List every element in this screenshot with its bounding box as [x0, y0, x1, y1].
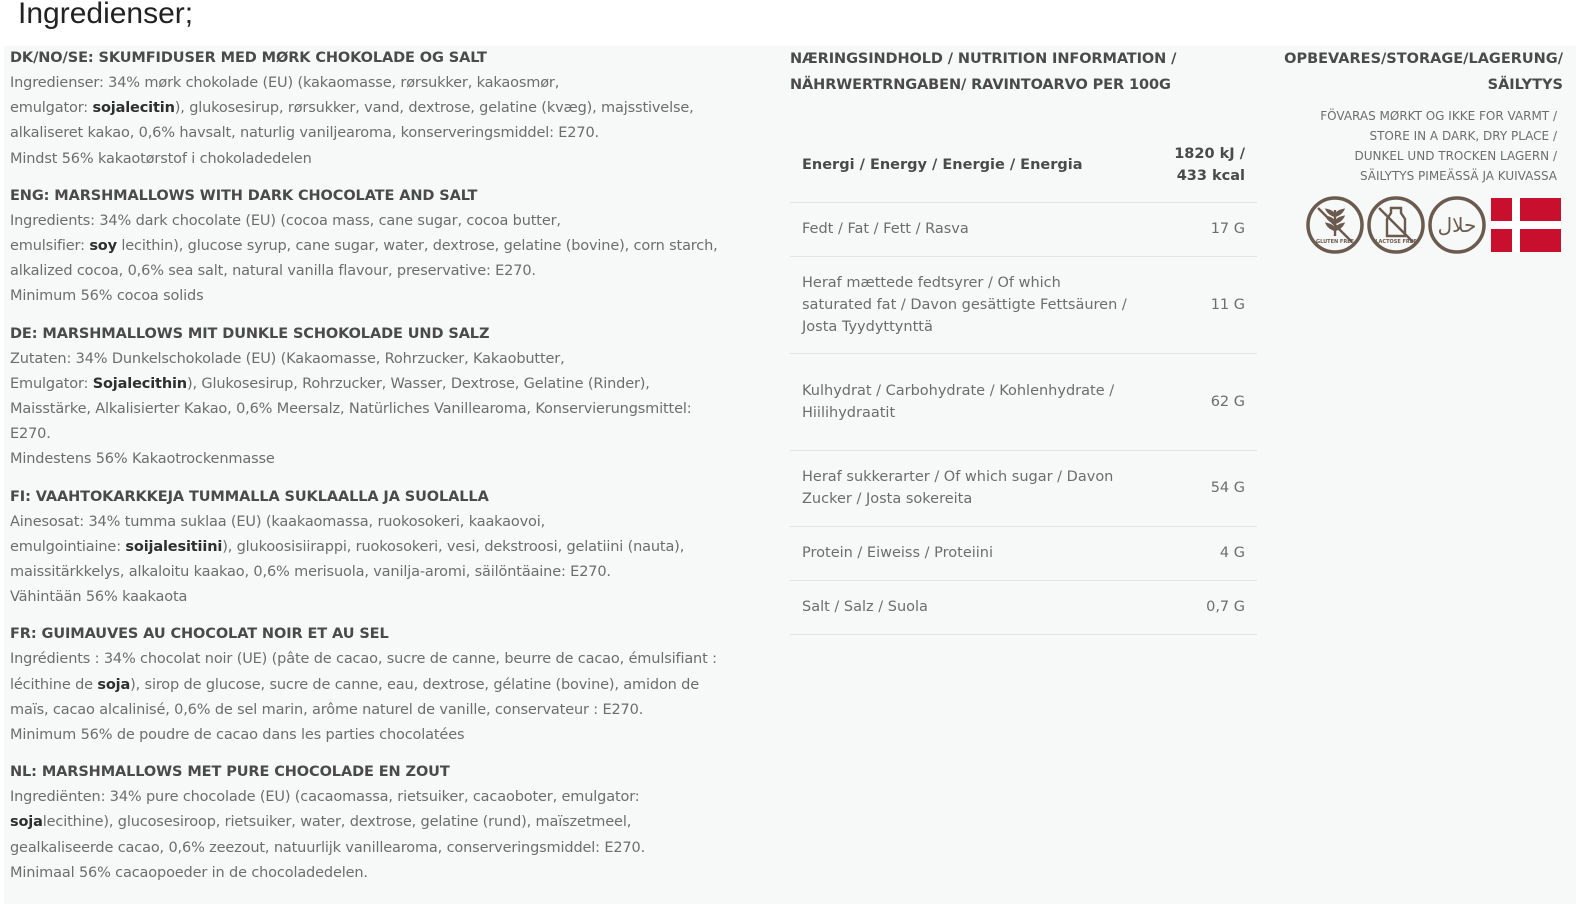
ingredient-line: emulsifier: soy lecithin), glucose syrup, cane sugar, water, dextrose, gelatine (bovine), corn starch, — [10, 238, 718, 255]
nutrition-value: 62 G — [1210, 393, 1245, 410]
nutrition-value: 17 G — [1210, 221, 1245, 237]
nutrition-row — [790, 450, 1257, 526]
ingredient-line: alkalized cocoa, 0,6% sea salt, natural vanilla flavour, preservative: E270. — [10, 263, 536, 280]
nutrition-row — [790, 256, 1257, 353]
ingredient-block — [10, 184, 772, 310]
nutrition-label: Protein / Eiweiss / Proteiini — [802, 545, 994, 561]
nutrition-value: 1820 kJ / 433 kcal — [1174, 145, 1245, 184]
nutrition-title: NÆRINGSINDHOLD / NUTRITION INFORMATION / NÄHRWERTRNGABEN/ RAVINTOARVO PER 100G — [790, 51, 1177, 93]
nutrition-value: 54 G — [1210, 480, 1245, 496]
nutrition-label: Fedt / Fat / Fett / Rasva — [802, 221, 969, 237]
nutrition-row — [790, 202, 1257, 256]
page-title: Ingredienser; — [18, 0, 194, 30]
ingredient-line: Vähintään 56% kaakaota — [10, 589, 188, 606]
ingredient-line: lécithine de soja), sirop de glucose, sucre de canne, eau, dextrose, gélatine (bovine), amidon de — [10, 676, 699, 693]
ingredient-line: E270. — [10, 426, 51, 443]
nutrition-label: Heraf sukkerarter / Of which sugar / Davon Zucker / Josta sokereita — [802, 469, 1114, 507]
ingredient-line: Minimum 56% de poudre de cacao dans les parties chocolatées — [10, 727, 465, 744]
ingredient-block-title: DE: MARSHMALLOWS MIT DUNKLE SCHOKOLADE UND SALZ — [10, 325, 490, 342]
ingredient-block-title: DK/NO/SE: SKUMFIDUSER MED MØRK CHOKOLADE OG SALT — [10, 50, 487, 66]
ingredient-block-title: FI: VAAHTOKARKKEJA TUMMALLA SUKLAALLA JA SUOLALLA — [10, 488, 489, 505]
ingredient-line: Ainesosat: 34% tumma suklaa (EU) (kaakaomassa, ruokosokeri, kaakaovoi, — [10, 513, 546, 530]
storage-title: OPBEVARES/STORAGE/LAGERUNG/ SÄILYTYS — [1284, 51, 1563, 93]
nutrition-row — [790, 353, 1257, 450]
nutrition-value: 0,7 G — [1206, 599, 1245, 615]
ingredient-line: Minimaal 56% cacaopoeder in de chocoladedelen. — [10, 864, 368, 881]
ingredient-block-body — [10, 647, 772, 748]
certification-icons — [1266, 196, 1563, 254]
nutrition-label: Energi / Energy / Energie / Energia — [802, 156, 1083, 173]
ingredient-line: Mindst 56% kakaotørstof i chokoladedelen — [10, 150, 312, 167]
allergen-text: soja — [97, 676, 131, 693]
ingredient-line: sojalecithine), glucosesiroop, rietsuiker, water, dextrose, gelatine (rund), maïszetmeel, — [10, 814, 632, 831]
danish-flag-icon — [1491, 198, 1561, 252]
ingredient-line: emulgator: sojalecitin), glukosesirup, rørsukker, vand, dextrose, gelatine (kvæg), majsstivelse, — [10, 100, 694, 117]
ingredient-line: Zutaten: 34% Dunkelschokolade (EU) (Kakaomasse, Rohrzucker, Kakaobutter, — [10, 350, 565, 367]
ingredient-line: maïs, cacao alcalinisé, 0,6% de sel marin, arôme naturel de vanille, conservateur : E270. — [10, 701, 644, 718]
nutrition-row — [790, 526, 1257, 580]
ingredient-line: gealkaliseerde cacao, 0,6% zeezout, natuurlijk vanillearoma, conserveringsmiddel: E270. — [10, 839, 646, 856]
ingredient-line: Maisstärke, Alkalisierter Kakao, 0,6% Meersalz, Natürliches Vanillearoma, Konservierungsmittel: — [10, 401, 692, 418]
nutrition-row — [790, 128, 1257, 202]
storage-line: DUNKEL UND TROCKEN LAGERN / — [1354, 149, 1557, 163]
storage-line: STORE IN A DARK, DRY PLACE / — [1369, 129, 1557, 143]
ingredient-line: Ingrediënten: 34% pure chocolade (EU) (cacaomassa, rietsuiker, cacaoboter, emulgator: — [10, 789, 640, 806]
ingredient-block — [10, 322, 772, 473]
nutrition-value: 11 G — [1210, 296, 1245, 313]
ingredient-line: Ingredients: 34% dark chocolate (EU) (cocoa mass, cane sugar, cocoa butter, — [10, 212, 561, 229]
lactose-free-label: LACTOSE FREE — [1375, 239, 1417, 245]
ingredient-block-body — [10, 209, 772, 310]
ingredient-line: Emulgator: Sojalecithin), Glukosesirup, Rohrzucker, Wasser, Dextrose, Gelatine (Rinder), — [10, 375, 650, 392]
nutrition-row — [790, 580, 1257, 634]
allergen-text: soja — [10, 814, 43, 831]
ingredient-line: Ingrédients : 34% chocolat noir (UE) (pâte de cacao, sucre de canne, beurre de cacao, émulsifiant : — [10, 651, 717, 668]
ingredient-line: Minimum 56% cocoa solids — [10, 288, 204, 305]
ingredient-block-body — [10, 347, 772, 473]
nutrition-label: Kulhydrat / Carbohydrate / Kohlenhydrate / Hiilihydraatit — [802, 382, 1115, 421]
storage-line: FÖVARAS MØRKT OG IKKE FOR VARMT / — [1320, 109, 1557, 123]
allergen-text: Sojalecithin — [92, 375, 187, 392]
ingredient-line: maissitärkkelys, alkaloitu kaakao, 0,6% merisuola, vanilja-aromi, säilöntäaine: E270. — [10, 564, 611, 581]
storage-column — [1266, 46, 1563, 254]
gluten-free-icon — [1306, 196, 1364, 254]
storage-instructions — [1266, 106, 1563, 186]
nutrition-label: Salt / Salz / Suola — [802, 599, 928, 615]
ingredient-line: emulgointiaine: soijalesitiini), glukoosisiirappi, ruokosokeri, vesi, dekstroosi, gelatiini (nauta), — [10, 538, 685, 555]
ingredient-line: alkaliseret kakao, 0,6% havsalt, naturlig vaniljearoma, konserveringsmiddel: E270. — [10, 125, 599, 142]
ingredient-block-body — [10, 510, 772, 611]
nutrition-value: 4 G — [1219, 545, 1245, 561]
halal-icon — [1428, 196, 1486, 254]
ingredient-line: Mindestens 56% Kakaotrockenmasse — [10, 451, 275, 468]
nutrition-label: Heraf mættede fedtsyrer / Of which saturated fat / Davon gesättigte Fettsäuren / Josta Tyydyttynttä — [802, 274, 1127, 335]
ingredient-block — [10, 485, 772, 611]
ingredient-line: Ingredienser: 34% mørk chokolade (EU) (kakaomasse, rørsukker, kakaosmør, — [10, 75, 560, 91]
ingredient-block — [10, 46, 772, 172]
gluten-free-label: GLUTEN FREE — [1315, 239, 1355, 245]
ingredient-block — [10, 760, 772, 886]
storage-line: SÄILYTYS PIMEÄSSÄ JA KUIVASSA — [1359, 169, 1557, 183]
nutrition-column — [790, 46, 1257, 635]
allergen-text: soijalesitiini — [125, 538, 223, 555]
allergen-text: sojalecitin — [92, 100, 175, 117]
nutrition-table — [790, 128, 1257, 635]
lactose-free-icon — [1367, 196, 1425, 254]
ingredient-block-body — [10, 71, 772, 172]
allergen-text: soy — [89, 238, 117, 255]
ingredient-block-title: ENG: MARSHMALLOWS WITH DARK CHOCOLATE AND SALT — [10, 187, 478, 204]
halal-label: حلال — [1437, 213, 1477, 237]
ingredient-block-body — [10, 785, 772, 886]
ingredient-block-title: NL: MARSHMALLOWS MET PURE CHOCOLADE EN ZOUT — [10, 764, 450, 781]
ingredients-column — [10, 46, 772, 898]
ingredient-block-title: FR: GUIMAUVES AU CHOCOLAT NOIR ET AU SEL — [10, 626, 389, 643]
ingredient-block — [10, 622, 772, 748]
